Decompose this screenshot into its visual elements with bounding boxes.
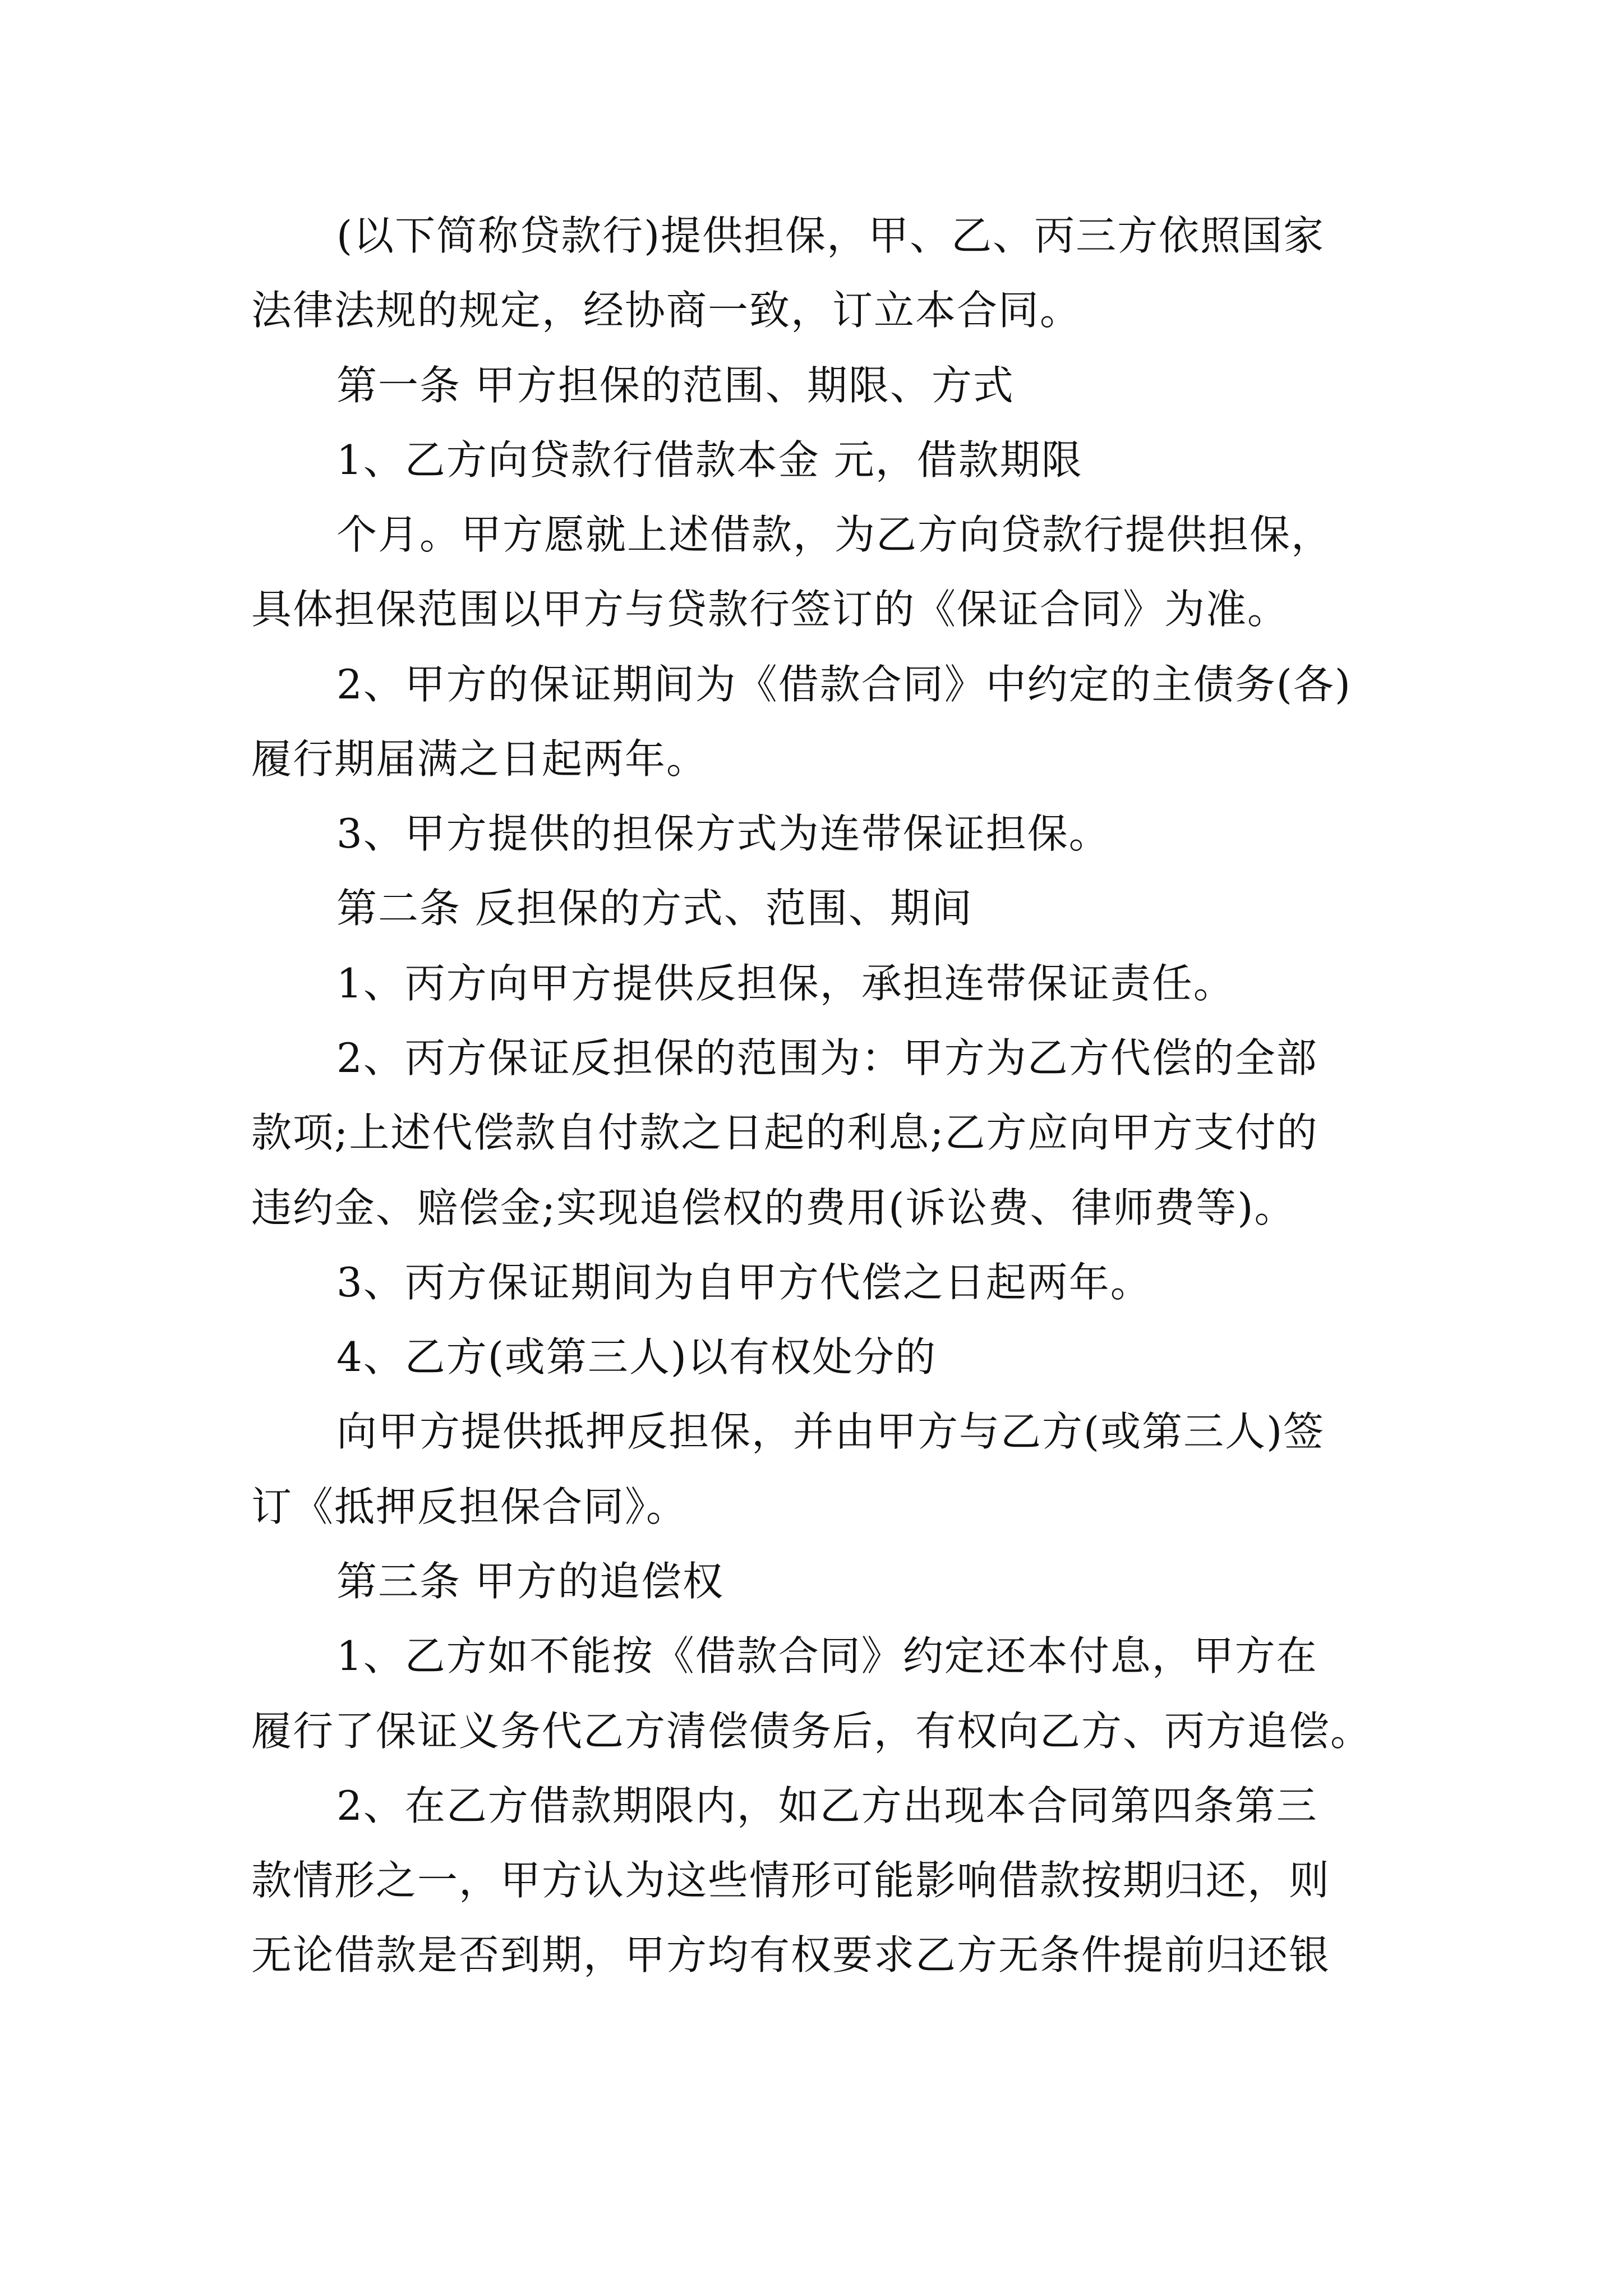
section-heading: 第二条 反担保的方式、范围、期间 <box>336 885 973 932</box>
section-heading: 第一条 甲方担保的范围、期限、方式 <box>336 362 1015 409</box>
paragraph-line: 法律法规的规定，经协商一致，订立本合同。 <box>251 287 1082 334</box>
paragraph-line: 1、乙方向贷款行借款本金 元，借款期限 <box>336 436 1083 484</box>
paragraph-line: 履行期届满之日起两年。 <box>251 735 708 783</box>
paragraph-line: 2、甲方的保证期间为《借款合同》中约定的主债务(各) <box>336 661 1352 708</box>
paragraph-line: 违约金、赔偿金;实现追偿权的费用(诉讼费、律师费等)。 <box>251 1184 1296 1231</box>
paragraph-line: 3、甲方提供的担保方式为连带保证担保。 <box>336 810 1110 857</box>
paragraph-line: 无论借款是否到期，甲方均有权要求乙方无条件提前归还银 <box>251 1931 1331 1978</box>
paragraph-line: (以下简称贷款行)提供担保，甲、乙、丙三方依照国家 <box>336 212 1325 259</box>
paragraph-line: 2、在乙方借款期限内，如乙方出现本合同第四条第三 <box>336 1782 1318 1829</box>
paragraph-line: 1、乙方如不能按《借款合同》约定还本付息，甲方在 <box>336 1632 1318 1680</box>
paragraph-line: 3、丙方保证期间为自甲方代偿之日起两年。 <box>336 1259 1152 1306</box>
paragraph-line: 个月。甲方愿就上述借款，为乙方向贷款行提供担保， <box>336 511 1333 558</box>
paragraph-line: 款情形之一，甲方认为这些情形可能影响借款按期归还，则 <box>251 1857 1331 1904</box>
paragraph-line: 订《抵押反担保合同》。 <box>251 1483 688 1530</box>
paragraph-line: 1、丙方向甲方提供反担保，承担连带保证责任。 <box>336 960 1235 1007</box>
paragraph-line: 2、丙方保证反担保的范围为：甲方为乙方代偿的全部 <box>336 1034 1318 1082</box>
section-heading: 第三条 甲方的追偿权 <box>336 1558 724 1605</box>
paragraph-line: 4、乙方(或第三人)以有权处分的 <box>336 1333 937 1381</box>
paragraph-line: 具体担保范围以甲方与贷款行签订的《保证合同》为准。 <box>251 586 1289 633</box>
paragraph-line: 向甲方提供抵押反担保，并由甲方与乙方(或第三人)签 <box>336 1408 1325 1455</box>
paragraph-line: 款项;上述代偿款自付款之日起的利息;乙方应向甲方支付的 <box>251 1109 1318 1156</box>
paragraph-line: 履行了保证义务代乙方清偿债务后，有权向乙方、丙方追偿。 <box>251 1708 1372 1755</box>
